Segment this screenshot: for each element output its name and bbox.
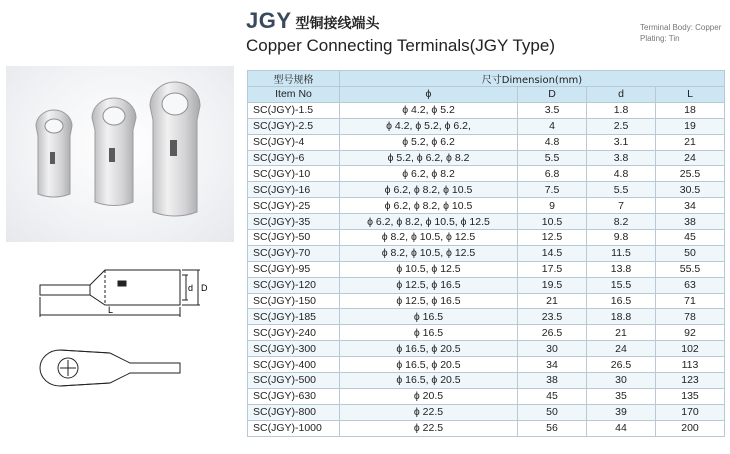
- table-row: [248, 102, 725, 118]
- cell-item: SC(JGY)-240: [248, 325, 340, 341]
- small-lug: [36, 110, 72, 197]
- header-item-no: Item No: [248, 87, 340, 103]
- cell-item: SC(JGY)-4: [248, 134, 340, 150]
- cell-phi: ϕ 16.5, ϕ 20.5: [340, 373, 518, 389]
- table-header-row: [248, 71, 725, 87]
- cell-phi: ϕ 16.5: [340, 325, 518, 341]
- cell-D: 50: [518, 404, 587, 420]
- cell-D: 17.5: [518, 261, 587, 277]
- cell-D: 14.5: [518, 245, 587, 261]
- cell-phi: ϕ 8.2, ϕ 10.5, ϕ 12.5: [340, 245, 518, 261]
- cell-phi: ϕ 12.5, ϕ 16.5: [340, 277, 518, 293]
- cell-D: 34: [518, 357, 587, 373]
- cell-d: 26.5: [587, 357, 656, 373]
- cell-L: 170: [656, 404, 725, 420]
- cell-D: 10.5: [518, 214, 587, 230]
- technical-drawing: [30, 245, 230, 430]
- table-row: [248, 230, 725, 246]
- cell-item: SC(JGY)-1.5: [248, 102, 340, 118]
- cell-L: 200: [656, 420, 725, 436]
- cell-phi: ϕ 22.5: [340, 404, 518, 420]
- cell-L: 30.5: [656, 182, 725, 198]
- cell-D: 4.8: [518, 134, 587, 150]
- table-subheader-row: [248, 87, 725, 103]
- large-lug: [150, 82, 200, 216]
- cell-D: 30: [518, 341, 587, 357]
- cell-d: 3.1: [587, 134, 656, 150]
- spec-note: [640, 22, 721, 44]
- cell-L: 45: [656, 230, 725, 246]
- cell-item: SC(JGY)-630: [248, 388, 340, 404]
- cell-d: 5.5: [587, 182, 656, 198]
- table-row: [248, 341, 725, 357]
- cell-phi: ϕ 22.5: [340, 420, 518, 436]
- cell-D: 6.8: [518, 166, 587, 182]
- cell-D: 23.5: [518, 309, 587, 325]
- cell-L: 63: [656, 277, 725, 293]
- cell-D: 12.5: [518, 230, 587, 246]
- cell-d: 11.5: [587, 245, 656, 261]
- cell-L: 19: [656, 118, 725, 134]
- cell-d: 9.8: [587, 230, 656, 246]
- medium-lug: [92, 98, 136, 206]
- cell-phi: ϕ 6.2, ϕ 8.2: [340, 166, 518, 182]
- table-row: [248, 325, 725, 341]
- cell-item: SC(JGY)-185: [248, 309, 340, 325]
- cell-item: SC(JGY)-300: [248, 341, 340, 357]
- cell-L: 38: [656, 214, 725, 230]
- product-photo: [6, 66, 234, 242]
- cell-L: 92: [656, 325, 725, 341]
- cell-item: SC(JGY)-95: [248, 261, 340, 277]
- table-row: [248, 357, 725, 373]
- cell-phi: ϕ 12.5, ϕ 16.5: [340, 293, 518, 309]
- table-row: [248, 420, 725, 436]
- cell-phi: ϕ 5.2, ϕ 6.2, ϕ 8.2: [340, 150, 518, 166]
- cell-item: SC(JGY)-120: [248, 277, 340, 293]
- cell-D: 26.5: [518, 325, 587, 341]
- page-title: [246, 8, 555, 56]
- cell-d: 21: [587, 325, 656, 341]
- cell-L: 34: [656, 198, 725, 214]
- header-phi: ϕ: [340, 87, 518, 103]
- table-row: [248, 198, 725, 214]
- cell-d: 15.5: [587, 277, 656, 293]
- table-row: [248, 214, 725, 230]
- dim-label-D: D: [201, 283, 208, 293]
- cell-d: 30: [587, 373, 656, 389]
- cell-item: SC(JGY)-2.5: [248, 118, 340, 134]
- cell-phi: ϕ 16.5: [340, 309, 518, 325]
- table-row: [248, 166, 725, 182]
- terminal-lugs-image: [6, 66, 234, 242]
- cell-D: 38: [518, 373, 587, 389]
- cell-L: 18: [656, 102, 725, 118]
- cell-d: 44: [587, 420, 656, 436]
- table-row: [248, 309, 725, 325]
- cell-item: SC(JGY)-25: [248, 198, 340, 214]
- cell-item: SC(JGY)-35: [248, 214, 340, 230]
- cell-d: 24: [587, 341, 656, 357]
- cell-d: 3.8: [587, 150, 656, 166]
- cell-d: 2.5: [587, 118, 656, 134]
- cell-d: 39: [587, 404, 656, 420]
- cell-phi: ϕ 4.2, ϕ 5.2, ϕ 6.2,: [340, 118, 518, 134]
- cell-phi: ϕ 6.2, ϕ 8.2, ϕ 10.5: [340, 198, 518, 214]
- cell-D: 21: [518, 293, 587, 309]
- table-body: [248, 102, 725, 436]
- cell-L: 71: [656, 293, 725, 309]
- table-row: [248, 277, 725, 293]
- cell-D: 56: [518, 420, 587, 436]
- header-d: d: [587, 87, 656, 103]
- table-row: [248, 388, 725, 404]
- cell-item: SC(JGY)-800: [248, 404, 340, 420]
- cell-L: 24: [656, 150, 725, 166]
- cell-item: SC(JGY)-16: [248, 182, 340, 198]
- cell-item: SC(JGY)-150: [248, 293, 340, 309]
- cell-phi: ϕ 8.2, ϕ 10.5, ϕ 12.5: [340, 230, 518, 246]
- table-row: [248, 245, 725, 261]
- header-dimension: 尺寸Dimension(mm): [340, 71, 725, 87]
- dimension-table: [247, 70, 725, 437]
- cell-L: 113: [656, 357, 725, 373]
- cell-d: 18.8: [587, 309, 656, 325]
- cell-item: SC(JGY)-70: [248, 245, 340, 261]
- cell-L: 123: [656, 373, 725, 389]
- cell-D: 5.5: [518, 150, 587, 166]
- cell-phi: ϕ 16.5, ϕ 20.5: [340, 341, 518, 357]
- cell-phi: ϕ 6.2, ϕ 8.2, ϕ 10.5: [340, 182, 518, 198]
- cell-L: 25.5: [656, 166, 725, 182]
- dim-label-d: d: [188, 283, 194, 293]
- cell-D: 45: [518, 388, 587, 404]
- cell-phi: ϕ 16.5, ϕ 20.5: [340, 357, 518, 373]
- cell-D: 7.5: [518, 182, 587, 198]
- cell-d: 13.8: [587, 261, 656, 277]
- table-row: [248, 261, 725, 277]
- title-english: Copper Connecting Terminals(JGY Type): [246, 36, 555, 55]
- cell-item: SC(JGY)-10: [248, 166, 340, 182]
- cell-L: 50: [656, 245, 725, 261]
- table-row: [248, 182, 725, 198]
- cell-item: SC(JGY)-500: [248, 373, 340, 389]
- cell-phi: ϕ 10.5, ϕ 12.5: [340, 261, 518, 277]
- table-row: [248, 293, 725, 309]
- cell-d: 7: [587, 198, 656, 214]
- cell-phi: ϕ 20.5: [340, 388, 518, 404]
- cell-d: 35: [587, 388, 656, 404]
- header-D: D: [518, 87, 587, 103]
- cell-D: 4: [518, 118, 587, 134]
- cell-D: 19.5: [518, 277, 587, 293]
- header-model-cn: 型号规格: [248, 71, 340, 87]
- cell-L: 78: [656, 309, 725, 325]
- terminal-drawing-svg: [30, 245, 230, 425]
- table-row: [248, 373, 725, 389]
- cell-item: SC(JGY)-50: [248, 230, 340, 246]
- dim-label-L: L: [108, 305, 114, 315]
- table-row: [248, 404, 725, 420]
- title-chinese: 型铜接线端头: [295, 16, 380, 32]
- cell-L: 21: [656, 134, 725, 150]
- cell-phi: ϕ 4.2, ϕ 5.2: [340, 102, 518, 118]
- title-code: JGY: [246, 8, 292, 33]
- table-row: [248, 150, 725, 166]
- cell-D: 3.5: [518, 102, 587, 118]
- spec-body: Terminal Body: Copper: [640, 23, 722, 32]
- spec-plating: Plating: Tin: [640, 34, 680, 43]
- cell-L: 135: [656, 388, 725, 404]
- cell-item: SC(JGY)-400: [248, 357, 340, 373]
- cell-d: 16.5: [587, 293, 656, 309]
- cell-d: 8.2: [587, 214, 656, 230]
- cell-d: 4.8: [587, 166, 656, 182]
- cell-phi: ϕ 6.2, ϕ 8.2, ϕ 10.5, ϕ 12.5: [340, 214, 518, 230]
- header-L: L: [656, 87, 725, 103]
- cell-L: 102: [656, 341, 725, 357]
- cell-L: 55.5: [656, 261, 725, 277]
- cell-D: 9: [518, 198, 587, 214]
- cell-item: SC(JGY)-6: [248, 150, 340, 166]
- table-row: [248, 134, 725, 150]
- cell-phi: ϕ 5.2, ϕ 6.2: [340, 134, 518, 150]
- cell-item: SC(JGY)-1000: [248, 420, 340, 436]
- cell-d: 1.8: [587, 102, 656, 118]
- table-row: [248, 118, 725, 134]
